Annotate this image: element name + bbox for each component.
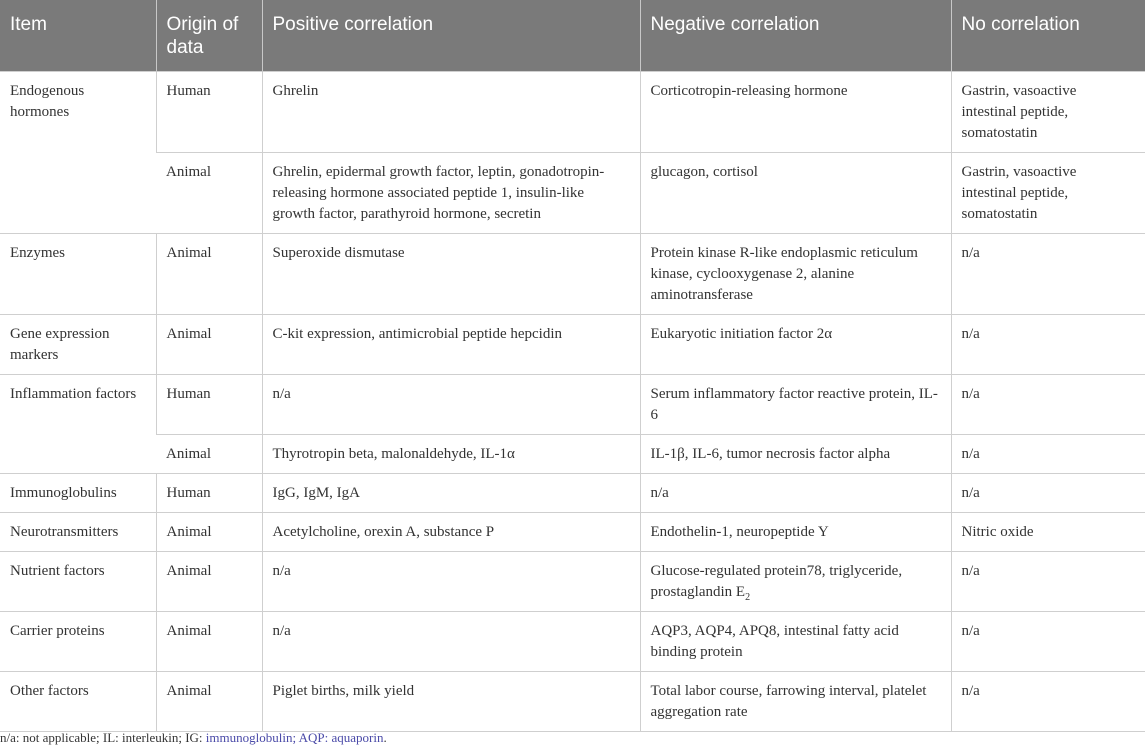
cell-none: n/a xyxy=(951,375,1145,435)
cell-negative: Eukaryotic initiation factor 2α xyxy=(640,315,951,375)
cell-none: Gastrin, vasoactive intestinal peptide, somatostatin xyxy=(951,153,1145,234)
cell-origin: Animal xyxy=(156,513,262,552)
header-item: Item xyxy=(0,0,156,72)
cell-negative: Endothelin-1, neuropeptide Y xyxy=(640,513,951,552)
header-none: No correlation xyxy=(951,0,1145,72)
table-row xyxy=(0,513,1145,552)
cell-positive: Acetylcholine, orexin A, substance P xyxy=(262,513,640,552)
cell-origin: Human xyxy=(156,72,262,153)
cell-none: n/a xyxy=(951,435,1145,474)
cell-negative: Corticotropin-releasing hormone xyxy=(640,72,951,153)
cell-positive: n/a xyxy=(262,552,640,612)
cell-origin: Human xyxy=(156,474,262,513)
cell-positive: Ghrelin, epidermal growth factor, leptin, gonadotropin-releasing hormone associated peptide 1, insulin-like growth factor, parathyroid hormone, secretin xyxy=(262,153,640,234)
cell-negative: Total labor course, farrowing interval, platelet aggregation rate xyxy=(640,672,951,732)
table-row xyxy=(0,315,1145,375)
cell-origin: Animal xyxy=(156,234,262,315)
cell-none: Nitric oxide xyxy=(951,513,1145,552)
cell-item: Inflammation factors xyxy=(0,375,156,474)
cell-positive: n/a xyxy=(262,612,640,672)
cell-item: Nutrient factors xyxy=(0,552,156,612)
cell-none: n/a xyxy=(951,612,1145,672)
header-origin: Origin of data xyxy=(156,0,262,72)
cell-origin: Animal xyxy=(156,153,262,234)
cell-positive: IgG, IgM, IgA xyxy=(262,474,640,513)
cell-positive: Ghrelin xyxy=(262,72,640,153)
cell-negative xyxy=(640,552,951,612)
cell-none: n/a xyxy=(951,315,1145,375)
cell-negative: AQP3, AQP4, APQ8, intestinal fatty acid binding protein xyxy=(640,612,951,672)
table-row xyxy=(0,72,1145,153)
header-positive: Positive correlation xyxy=(262,0,640,72)
table-row xyxy=(0,612,1145,672)
cell-origin: Human xyxy=(156,375,262,435)
cell-negative: Protein kinase R-like endoplasmic reticulum kinase, cyclooxygenase 2, alanine aminotransferase xyxy=(640,234,951,315)
footnote-link[interactable]: immunoglobulin; AQP: aquaporin xyxy=(205,730,384,745)
cell-origin: Animal xyxy=(156,315,262,375)
cell-item: Gene expression markers xyxy=(0,315,156,375)
cell-item: Enzymes xyxy=(0,234,156,315)
table-row xyxy=(0,552,1145,612)
cell-negative: IL-1β, IL-6, tumor necrosis factor alpha xyxy=(640,435,951,474)
table-footnote xyxy=(0,730,387,746)
cell-none: n/a xyxy=(951,552,1145,612)
table-row xyxy=(0,672,1145,732)
cell-none: n/a xyxy=(951,672,1145,732)
header-row xyxy=(0,0,1145,72)
cell-negative: glucagon, cortisol xyxy=(640,153,951,234)
cell-negative: n/a xyxy=(640,474,951,513)
table-row xyxy=(0,435,1145,474)
footnote-text: n/a: not applicable; IL: interleukin; IG: xyxy=(0,730,206,745)
cell-item: Neurotransmitters xyxy=(0,513,156,552)
cell-origin: Animal xyxy=(156,612,262,672)
cell-positive: C-kit expression, antimicrobial peptide hepcidin xyxy=(262,315,640,375)
cell-none: Gastrin, vasoactive intestinal peptide, somatostatin xyxy=(951,72,1145,153)
cell-origin: Animal xyxy=(156,672,262,732)
table-row xyxy=(0,375,1145,435)
cell-negative-text: Glucose-regulated protein78, triglyceride, prostaglandin E xyxy=(650,563,903,600)
subscript-2: 2 xyxy=(745,592,751,603)
cell-item: Carrier proteins xyxy=(0,612,156,672)
cell-positive: Superoxide dismutase xyxy=(262,234,640,315)
header-negative: Negative correlation xyxy=(640,0,951,72)
footnote-end: . xyxy=(383,730,387,745)
cell-item: Endogenous hormones xyxy=(0,72,156,234)
table-row xyxy=(0,234,1145,315)
cell-item: Other factors xyxy=(0,672,156,732)
cell-none: n/a xyxy=(951,234,1145,315)
cell-item: Immunoglobulins xyxy=(0,474,156,513)
table-row xyxy=(0,474,1145,513)
cell-none: n/a xyxy=(951,474,1145,513)
table-row xyxy=(0,153,1145,234)
cell-negative: Serum inflammatory factor reactive protein, IL-6 xyxy=(640,375,951,435)
cell-origin: Animal xyxy=(156,435,262,474)
cell-positive: Piglet births, milk yield xyxy=(262,672,640,732)
cell-positive: n/a xyxy=(262,375,640,435)
cell-positive: Thyrotropin beta, malonaldehyde, IL-1α xyxy=(262,435,640,474)
cell-origin: Animal xyxy=(156,552,262,612)
